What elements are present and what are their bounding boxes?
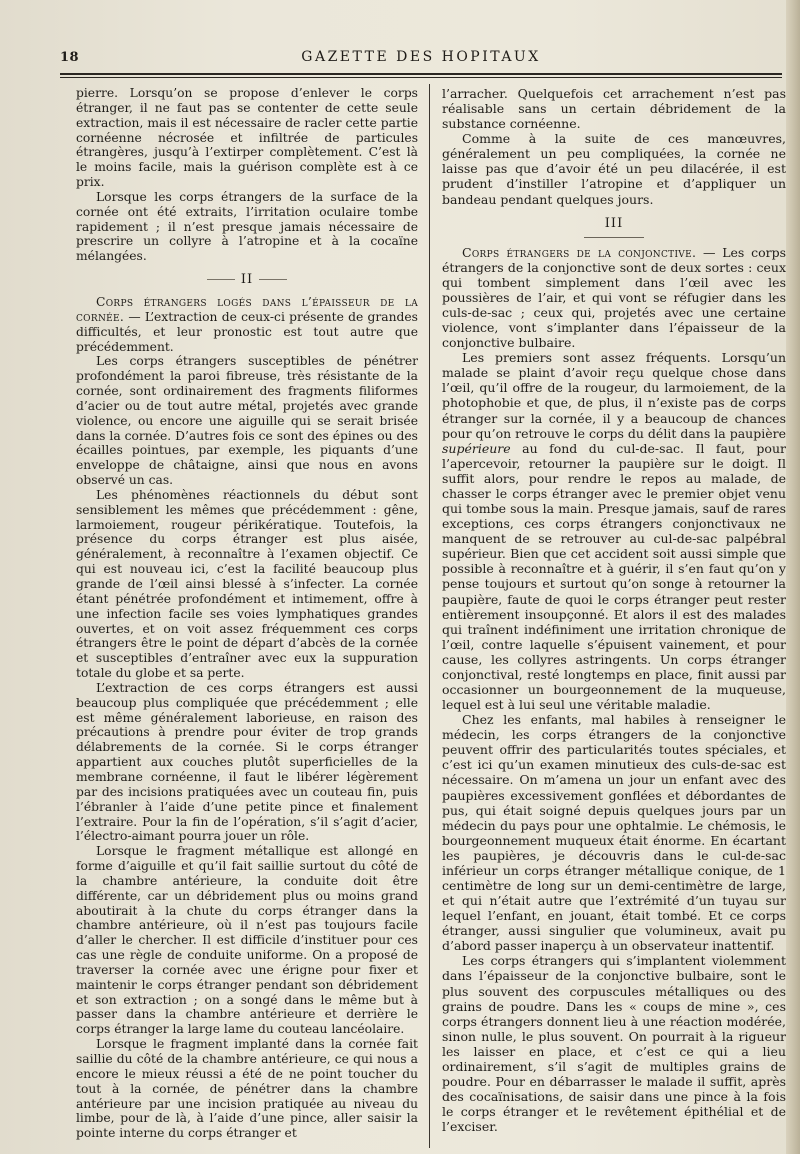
journal-title: GAZETTE DES HOPITAUX bbox=[301, 49, 541, 65]
page-number: 18 bbox=[60, 50, 80, 65]
section-dash-right bbox=[259, 279, 287, 280]
paragraph: Comme à la suite de ces manœuvres, généralement un peu compliquées, la cornée ne laisse pas que d’avoir été un peu dilacérée, il est prudent d’instiller l’atropine et d’appliquer un bandeau pendant quelques jours. bbox=[442, 131, 786, 207]
paragraph: Les corps étrangers qui s’implantent violemment dans l’épaisseur de la conjonctive bulbaire, sont le plus souvent des corpuscules métalliques ou des grains de poudre. Dans les « coups de mine », ces corps étrangers donnent lieu à une réaction modérée, sinon nulle, le plus souvent. On pourrait à la rigueur les laisser en place, et c’est ce qui a lieu ordinairement, s’il s’agit de multiples grains de poudre. Pour en débarrasser le malade il suffit, après des cocaïnisations, de saisir dans une pince à la fois le corps étranger et le revêtement épithélial et de l’exciser. bbox=[442, 953, 786, 1135]
paragraph: Les phénomènes réactionnels du début sont sensiblement les mêmes que précédemment : gêne, larmoiement, rougeur périkératique. Toutefois, la présence du corps étranger est plus aisée, généralement, à reconnaître à l’examen objectif. Ce qui est nouveau ici, c’est la facilité beaucoup plus grande de l’œil ainsi blessé à s’infecter. La cornée étant pénétrée profondément et intimement, offre à une infection facile ses voies lymphatiques grandes ouvertes, et on voit assez fréquemment ces corps étrangers être le point de départ d’abcès de la cornée et susceptibles d’entraîner avec eux la suppuration totale du globe et sa perte. bbox=[76, 487, 418, 681]
section-heading: Corps étrangers de la conjonctive. bbox=[462, 244, 697, 260]
column-divider bbox=[429, 84, 430, 1148]
section-rule bbox=[584, 237, 644, 238]
section-dash-left bbox=[207, 279, 235, 280]
page-header bbox=[60, 50, 782, 70]
section-lead-paragraph bbox=[442, 245, 786, 351]
emphasis-word: supérieure bbox=[442, 440, 511, 456]
section-number-text: II bbox=[240, 272, 254, 288]
paragraph: l’arracher. Quelquefois cet arrachement n’est pas réalisable sans un certain débridement de la substance cornéenne. bbox=[442, 86, 786, 132]
paragraph: pierre. Lorsqu’on se propose d’enlever le corps étranger, il ne faut pas se contenter de cette seule extraction, mais il est nécessaire de racler cette partie cornéenne nécrosée et infiltrée de particules étrangères, jusqu’à l’extirper complètement. C’est là le moins facile, mais la guérison complète est à ce prix. bbox=[76, 86, 418, 190]
paragraph-text: Les premiers sont assez fréquents. Lorsqu’un malade se plaint d’avoir reçu quelque chose dans l’œil, qu’il offre de la rougeur, du larmoiement, de la photophobie et que, de plus, il n’existe pas de corps étranger sur la cornée, il y a beaucoup de chances pour qu’on retrouve le corps du délit dans la paupière bbox=[442, 350, 786, 441]
section-number-text: III bbox=[604, 215, 624, 231]
header-rule-thick bbox=[60, 73, 782, 75]
paragraph: Lorsque le fragment métallique est allongé en forme d’aiguille et qu’il fait saillie surtout du côté de la chambre antérieure, la conduite doit être différente, car un débridement plus ou moins grand aboutirait à la chute du corps étranger dans la chambre antérieure, où il n’est pas toujours facile d’aller le chercher. Il est difficile d’instituer pour ces cas une règle de conduite uniforme. On a proposé de traverser la cornée avec une érigne pour fixer et maintenir le corps étranger pendant son débridement et son extraction ; on a songé dans le même but à passer dans la chambre antérieure et derrière le corps étranger la large lame du couteau lancéolaire. bbox=[76, 844, 418, 1037]
page-edge bbox=[786, 0, 800, 1154]
paragraph: L’extraction de ces corps étrangers est aussi beaucoup plus compliquée que précédemment ; elle est même généralement laborieuse, en raison des précautions à prendre pour éviter de trop grands délabrements de la cornée. Si le corps étranger appartient aux couches plutôt superficielles de la membrane cornéenne, il faut le libérer légèrement par des incisions pratiquées avec un couteau fin, puis l’ébranler à l’aide d’une petite pince et finalement l’extraire. Pour la fin de l’opération, s’il s’agit d’acier, l’électro-aimant pourra jouer un rôle. bbox=[76, 680, 418, 844]
paragraph: Lorsque les corps étrangers de la surface de la cornée ont été extraits, l’irritation oculaire tombe rapidement ; il n’est presque jamais nécessaire de prescrire un collyre à l’atropine et à la cocaïne mélangées. bbox=[76, 189, 418, 264]
section-number bbox=[442, 216, 786, 238]
paragraph: Les corps étrangers susceptibles de pénétrer profondément la paroi fibreuse, très résistante de la cornée, sont ordinairement des fragments filiformes d’acier ou de tout autre métal, projetés avec grande violence, ou encore une aiguille qui se serait brisée dans la cornée. D’autres fois ce sont des épines ou des écailles pointues, par exemple, les piquants d’une enveloppe de châtaigne, ainsi que nous en avons observé un cas. bbox=[76, 354, 418, 488]
right-column bbox=[442, 86, 786, 1134]
paragraph: Lorsque le fragment implanté dans la cornée fait saillie du côté de la chambre antérieure, ce qui nous a encore le mieux réussi a été de ne point toucher du tout à la cornée, de pénétrer dans la chambre antérieure par une incision pratiquée au niveau du limbe, pour de là, à l’aide d’une pince, aller saisir la pointe interne du corps étranger et bbox=[76, 1037, 418, 1141]
section-lead-text: — Les corps étrangers de la conjonctive sont de deux sortes : ceux qui tombent simplement dans l’œil avec les poussières de l’air, et qui vont se réfugier dans les culs-de-sac ; ceux qui, projetés avec une certaine violence, vont s’implanter dans l’épaisseur de la conjonctive bulbaire. bbox=[442, 244, 787, 351]
paragraph: Chez les enfants, mal habiles à renseigner le médecin, les corps étrangers de la conjonctive peuvent offrir des particularités toutes spéciales, et c’est ici qu’un examen minutieux des culs-de-sac est nécessaire. On m’amena un jour un enfant avec des paupières excessivement gonflées et débordantes de pus, qui était soigné depuis quelques jours par un médecin du pays pour une ophtalmie. Le chémosis, le bourgeonnement muqueux était énorme. En écartant les paupières, je découvris dans le cul-de-sac inférieur un corps étranger métallique conique, de 1 centimètre de long sur un demi-centimètre de large, et qui n’était autre que l’extrémité d’un tuyau sur lequel l’enfant, en jouant, était tombé. Et ce corps étranger, aussi singulier que volumineux, avait pu d’abord passer inaperçu à un observateur inattentif. bbox=[442, 712, 786, 954]
section-number bbox=[76, 273, 418, 288]
section-lead-paragraph bbox=[76, 295, 418, 354]
paragraph bbox=[442, 350, 786, 712]
paragraph-text: au fond du cul-de-sac. Il faut, pour l’apercevoir, retourner la paupière sur le doigt. Il suffit alors, pour rendre le repos au malade, de chasser le corps étranger avec le premier objet venu qui tombe sous la main. Presque jamais, sauf de rares exceptions, ces corps étrangers conjonctivaux ne manquent de se retrouver au cul-de-sac palpébral supérieur. Bien que cet accident soit aussi simple que possible à reconnaître et à guérir, il s’en faut qu’on y pense toujours et surtout qu’on songe à retourner la paupière, faute de quoi le corps étranger peut rester entièrement insoupçonné. Et alors il est des malades qui traînent indéfiniment une irritation chronique de l’œil, contre laquelle s’épuisent vainement, et pour cause, les collyres astringents. Un corps étranger conjonctival, resté longtemps en place, finit aussi par occasionner un bourgeonnement de la muqueuse, lequel est à lui seul une véritable maladie. bbox=[442, 440, 786, 713]
header-rule-thin bbox=[60, 77, 782, 78]
left-column bbox=[76, 86, 418, 1141]
section-heading: Corps étrangers logés dans l’épaisseur de la cornée. bbox=[76, 294, 418, 324]
section-lead-text: — L’extraction de ceux-ci présente de grandes difficultés, et leur pronostic est tout autre que précédemment. bbox=[76, 309, 418, 354]
